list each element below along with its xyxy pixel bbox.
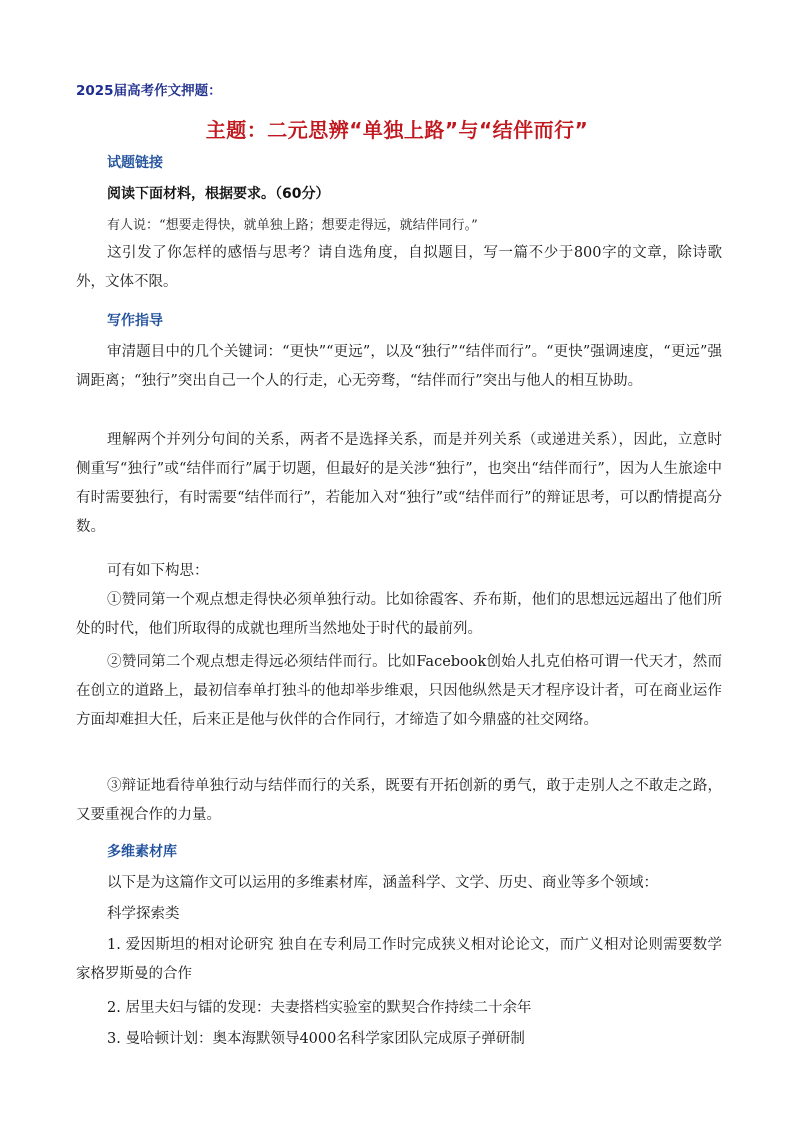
guide-paragraph-2: 理解两个并列分句间的关系，两者不是选择关系，而是并列关系（或递进关系），因此，立意时侧重写“独行”或“结伴而行”属于切题，但最好的是关涉“独行”，也突出“结伴而行”，因为人生旅途中有时需要独行，有时需要“结伴而行”，若能加入对“独行”或“结伴而行”的辩证思考，可以酌情提高分数。 [76,432,722,535]
document-title: 主题：二元思辨“单独上路”与“结伴而行” [205,118,589,142]
material-item-1: 1. 爱因斯坦的相对论研究 独自在专利局工作时完成狭义相对论论文，而广义相对论则需要数学家格罗斯曼的合作 [76,937,722,982]
material-item-3: 3. 曼哈顿计划：奥本海默领导4000名科学家团队完成原子弹研制 [107,1031,525,1047]
section-heading-guide: 写作指导 [107,313,163,329]
document-kicker: 2025届高考作文押题： [76,83,222,99]
prompt-quote: 有人说：“想要走得快，就单独上路；想要走得远，就结伴同行。” [107,218,478,233]
section-heading-materials: 多维素材库 [107,844,177,860]
guide-idea-2: ②赞同第二个观点想走得远必须结伴而行。比如Facebook创始人扎克伯格可谓一代天才，然而在创立的道路上，最初信奉单打独斗的他却举步维艰，只因他纵然是天才程序设计者，可在商业运作方面却难担大任，后来正是他与伙伴的合作同行，才缔造了如今鼎盛的社交网络。 [76,654,722,728]
prompt-instruction: 阅读下面材料，根据要求。（60分） [107,186,330,202]
guide-ideas-intro: 可有如下构思： [107,563,209,579]
material-item-2: 2. 居里夫妇与镭的发现：夫妻搭档实验室的默契合作持续二十余年 [107,1000,532,1016]
guide-idea-1: ①赞同第一个观点想走得快必须单独行动。比如徐霞客、乔布斯，他们的思想远远超出了他们所处的时代，他们所取得的成就也理所当然地处于时代的最前列。 [76,592,722,637]
section-heading-prompt: 试题链接 [107,155,163,171]
materials-category: 科学探索类 [107,906,180,922]
guide-idea-3: ③辩证地看待单独行动与结伴而行的关系，既要有开拓创新的勇气，敢于走别人之不敢走之路，又要重视合作的力量。 [76,778,722,823]
prompt-task: 这引发了你怎样的感悟与思考？请自选角度，自拟题目，写一篇不少于800字的文章，除诗歌外，文体不限。 [76,245,722,290]
materials-intro: 以下是为这篇作文可以运用的多维素材库，涵盖科学、文学、历史、商业等多个领域： [107,875,658,891]
guide-paragraph-1: 审清题目中的几个关键词：“更快”“更远”，以及“独行”“结伴而行”。“更快”强调速度，“更远”强调距离；“独行”突出自己一个人的行走，心无旁骛，“结伴而行”突出与他人的相互协助。 [76,344,722,389]
